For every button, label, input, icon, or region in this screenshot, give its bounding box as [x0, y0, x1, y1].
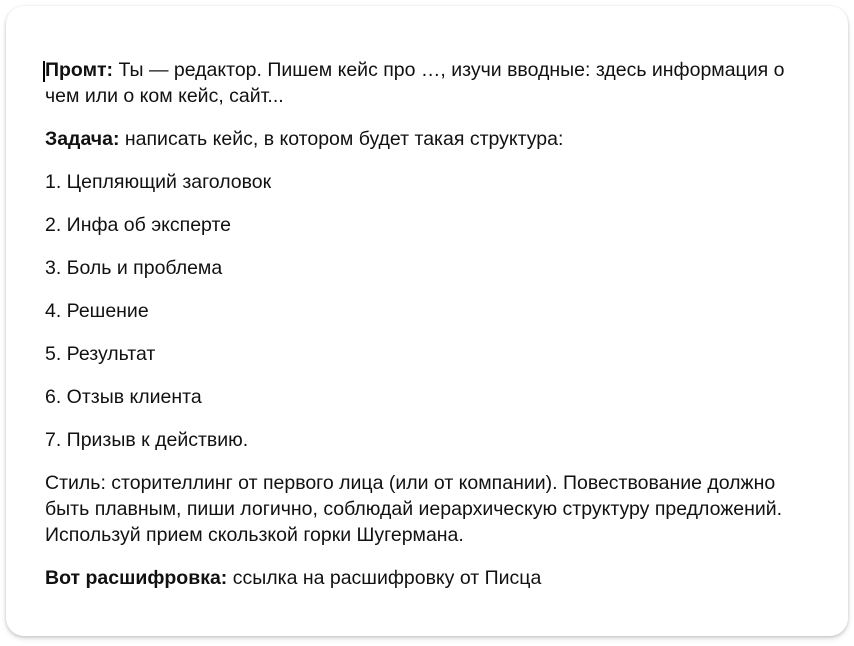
task-paragraph	[45, 126, 815, 152]
prompt-label: Промт:	[45, 59, 114, 81]
style-paragraph: Стиль: сторителлинг от первого лица (или от компании). Повествование должно быть плавным, пиши логично, соблюдай иерархическую структуру предложений. Используй прием скользкой горки Шугермана.	[45, 472, 783, 546]
prompt-card	[6, 6, 848, 636]
list-item: 2. Инфа об эксперте	[45, 214, 232, 236]
transcript-paragraph	[45, 565, 815, 591]
list-item: 6. Отзыв клиента	[45, 386, 202, 408]
transcript-text: ссылка на расшифровку от Писца	[227, 567, 542, 589]
list-item: 3. Боль и проблема	[45, 257, 223, 279]
prompt-text: Ты — редактор. Пишем кейс про …, изучи вводные: здесь информация о чем или о ком кейс, сайт...	[45, 59, 785, 107]
list-item: 7. Призыв к действию.	[45, 429, 249, 451]
structure-list	[45, 169, 815, 453]
prompt-text-area[interactable]	[45, 57, 815, 608]
task-text: написать кейс, в котором будет такая структура:	[119, 128, 564, 150]
task-label: Задача:	[45, 128, 120, 150]
list-item: 5. Результат	[45, 343, 156, 365]
text-cursor	[43, 61, 45, 82]
list-item: 4. Решение	[45, 300, 149, 322]
prompt-paragraph	[45, 57, 815, 109]
transcript-label: Вот расшифровка:	[45, 567, 228, 589]
list-item: 1. Цепляющий заголовок	[45, 171, 272, 193]
